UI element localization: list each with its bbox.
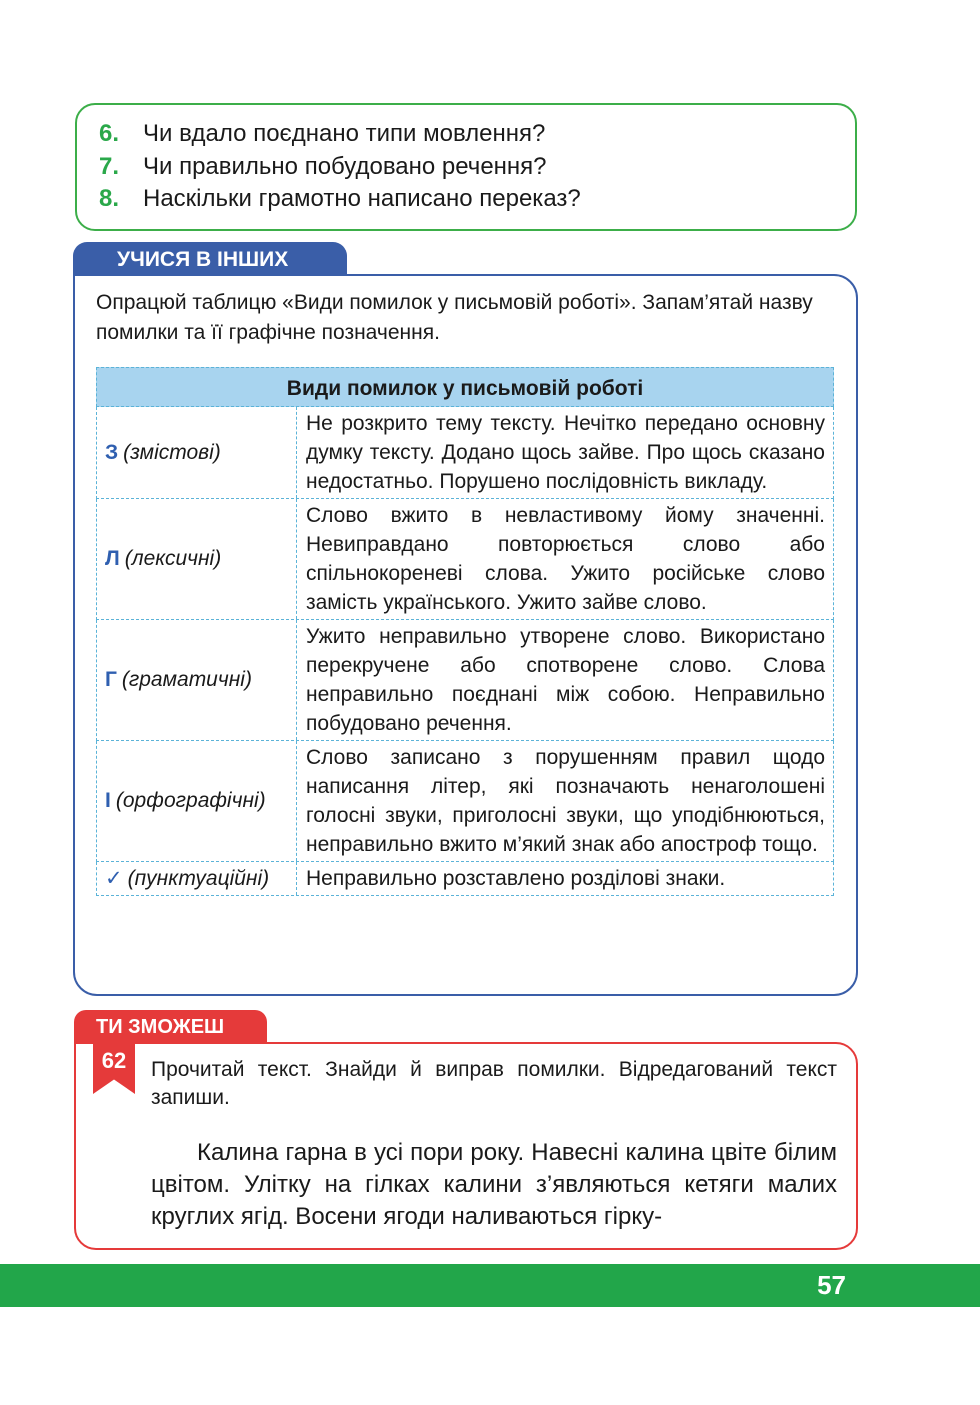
error-types-table xyxy=(96,367,834,896)
exercise-section-tab: ТИ ЗМОЖЕШ xyxy=(74,1010,267,1044)
questions-box xyxy=(75,103,857,231)
error-mark: Г xyxy=(105,668,117,691)
learn-intro-text: Опрацюй таблицю «Види помилок у письмовій роботі». Запам’ятай назву помилки та її графічне позначення. xyxy=(96,291,813,344)
error-description: Слово вжито в невластивому йому значенні. Невиправдано повторюється слово або спільнокореневі слова. Ужито російське слово замість українського. Ужито зайве слово. xyxy=(306,504,825,614)
table-row xyxy=(96,499,834,620)
error-type-label: (лексичні) xyxy=(124,547,222,570)
question-item xyxy=(99,185,581,213)
error-type-cell xyxy=(97,862,297,895)
error-type-label: (пунктуаційні) xyxy=(127,866,270,890)
error-type-cell xyxy=(97,499,297,619)
question-item xyxy=(99,120,545,148)
error-description: Неправильно розставлено розділові знаки. xyxy=(306,867,726,890)
error-description: Не розкрито тему тексту. Нечітко передано основну думку тексту. Додано щось зайве. Про щось сказано недостатньо. Порушено послідовність викладу. xyxy=(306,412,825,493)
error-type-label: (орфографічні) xyxy=(115,789,266,812)
table-row xyxy=(96,407,834,499)
exercise-number: 62 xyxy=(101,1048,127,1073)
error-type-cell xyxy=(97,407,297,498)
table-header: Види помилок у письмовій роботі xyxy=(96,367,834,407)
exercise-text: Калина гарна в усі пори року. Навесні калина цвіте білим цвітом. Улітку на гілках калини з’являються кетяги малих круглих ягід. Восени ягоди наливаються гірку- xyxy=(151,1139,837,1230)
exercise-task: Прочитай текст. Знайди й виправ помилки. Відредагований текст запиши. xyxy=(151,1058,837,1109)
question-number: 8. xyxy=(99,185,120,212)
table-row xyxy=(96,620,834,741)
error-mark: Л xyxy=(105,547,120,570)
error-type-cell xyxy=(97,620,297,740)
table-row xyxy=(96,741,834,862)
error-type-cell xyxy=(97,741,297,861)
page-number: 57 xyxy=(817,1270,846,1300)
question-number: 7. xyxy=(99,153,120,180)
error-mark: З xyxy=(105,440,119,464)
error-mark: І xyxy=(105,789,111,812)
question-text: Чи вдало поєднано типи мовлення? xyxy=(143,120,546,147)
error-type-label: (змістові) xyxy=(123,440,221,464)
error-type-label: (граматичні) xyxy=(121,668,252,691)
table-row xyxy=(96,862,834,896)
checkmark-icon: ✓ xyxy=(105,867,123,890)
error-description: Ужито неправильно утворене слово. Використано перекручене або спотворене слово. Слова неправильно поєднані між собою. Неправильно побудовано речення. xyxy=(306,625,825,735)
error-description: Слово записано з порушенням правил щодо написання літер, які позначають ненаголошені голосні звуки, приголосні звуки, що уподібнюються, неправильно вжито м’який знак або апостроф тощо. xyxy=(306,746,825,856)
question-item xyxy=(99,153,547,181)
question-text: Чи правильно побудовано речення? xyxy=(143,153,547,180)
learn-section-tab: УЧИСЯ В ІНШИХ xyxy=(73,242,347,276)
question-text: Наскільки грамотно написано переказ? xyxy=(143,185,581,212)
question-number: 6. xyxy=(99,120,120,147)
